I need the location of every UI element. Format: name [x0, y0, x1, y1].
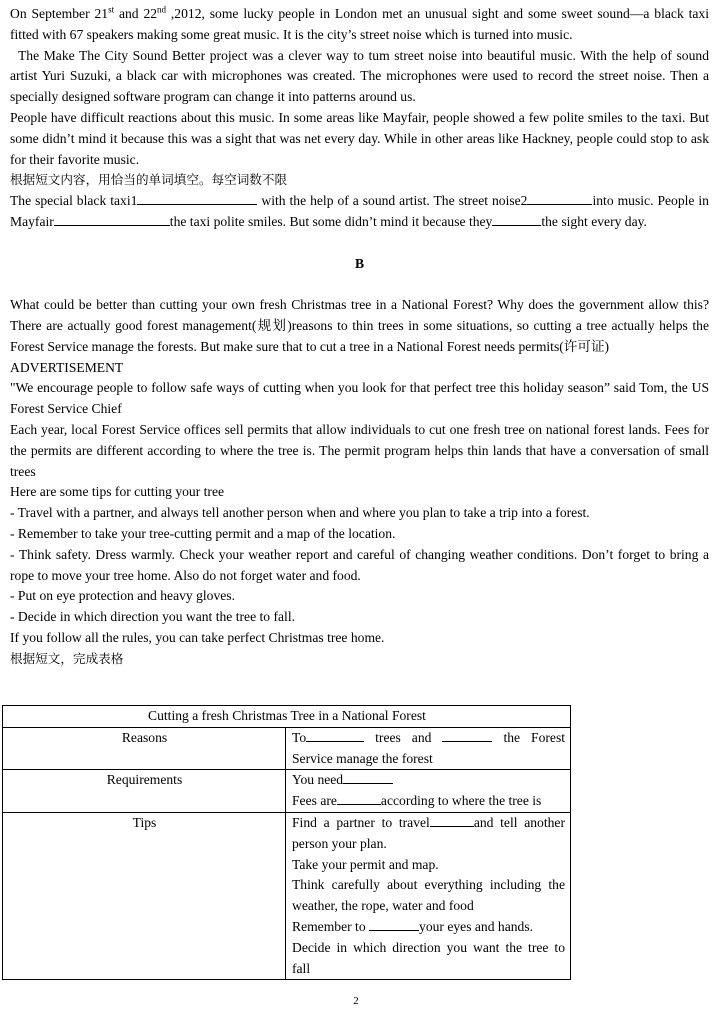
table-blank[interactable]: [306, 728, 364, 742]
table-blank[interactable]: [369, 917, 419, 931]
reasons-label: Reasons: [3, 727, 286, 770]
tip-item: - Decide in which direction you want the tree to fall.: [10, 609, 295, 625]
table-row-requirements: [3, 770, 571, 813]
tips-cell: Find a partner to travel and tell another person your plan. Take your permit and map. Think carefully about everything including the weather, the rope, water and food Remember to your eyes and hands. Decide in which direction you want the tree to fall: [286, 812, 571, 979]
fill-in-blank-exercise: The special black taxi1 with the help of a sound artist. The street noise2 into music. People in Mayfair the taxi polite smiles. But some didn’t mind it because they the sight every day.: [10, 193, 709, 229]
passage-a-paragraph-1: On September 21st and 22nd ,2012, some lucky people in London met an unusual sight and some sweet sound—a black taxi fitted with 67 speakers making some great music. It is the city’s street noise which is turned into music.: [10, 4, 709, 42]
requirements-cell: You need Fees are according to where the tree is: [286, 770, 571, 813]
answer-table: [2, 705, 571, 980]
passage-a-instruction: 根据短文内容，用恰当的单词填空。每空词数不限: [10, 172, 288, 188]
advertisement-label: ADVERTISEMENT: [10, 359, 124, 375]
passage-b-paragraph-1: What could be better than cutting your own fresh Christmas tree in a National Forest? Why does the government allow this? There are actually good forest management(规划)reasons to thin trees in some situations, so cutting a tree actually helps the Forest Service manage the forests. But make sure that to cut a tree in a National Forest needs permits(许可证): [10, 297, 709, 354]
blank-1[interactable]: [137, 191, 257, 205]
table-title-row: [3, 706, 571, 728]
table-row-reasons: [3, 727, 571, 770]
table-blank[interactable]: [430, 813, 474, 827]
tip-item: - Think safety. Dress warmly. Check your weather report and careful of changing weather conditions. Don’t forget to bring a rope to move your tree home. Also do not forget water and food.: [10, 546, 709, 583]
passage-b-instruction: 根据短文，完成表格: [10, 650, 124, 666]
passage-b-paragraph-3: Each year, local Forest Service offices sell permits that allow individuals to cut one fresh tree on national forest lands. Fees for the permits are different according to where the tree is. The permit program helps thin lands that have a conversation of small trees: [10, 421, 709, 479]
tips-label: Tips: [3, 812, 286, 979]
tip-item: - Travel with a partner, and always tell another person when and where you plan to take a trip into a forest.: [10, 505, 590, 521]
table-row-tips: [3, 812, 571, 979]
worksheet-page: [10, 4, 709, 670]
blank-2[interactable]: [527, 191, 592, 205]
table-title: Cutting a fresh Christmas Tree in a National Forest: [3, 706, 571, 728]
tip-item: - Remember to take your tree-cutting permit and a map of the location.: [10, 525, 396, 541]
table-blank[interactable]: [343, 770, 393, 784]
table-blank[interactable]: [442, 728, 492, 742]
requirements-label: Requirements: [3, 770, 286, 813]
blank-3[interactable]: [54, 212, 170, 226]
table-blank[interactable]: [337, 791, 381, 805]
passage-b-closing: If you follow all the rules, you can take perfect Christmas tree home.: [10, 629, 385, 645]
page-number: 2: [353, 995, 359, 1007]
reasons-cell: To trees and the Forest Service manage the forest: [286, 727, 571, 770]
passage-b-quote: "We encourage people to follow safe ways of cutting when you look for that perfect tree this holiday season” said Tom, the US Forest Service Chief: [10, 380, 709, 417]
tip-item: - Put on eye protection and heavy gloves.: [10, 588, 235, 604]
blank-4[interactable]: [492, 212, 541, 226]
tips-heading: Here are some tips for cutting your tree: [10, 484, 225, 500]
passage-a-paragraph-3: People have difficult reactions about this music. In some areas like Mayfair, people showed a few polite smiles to the taxi. But some didn’t mind it because this was a sight that was net every day. While in other areas like Hackney, people could stop to ask for their favorite music.: [10, 109, 709, 167]
section-b-heading: B: [354, 255, 365, 271]
passage-a-paragraph-2: The Make The City Sound Better project was a clever way to tum street noise into beautiful music. With the help of sound artist Yuri Suzuki, a black car with microphones was created. The microphones were used to record the street noise. Then a specially designed software program can change it into patterns around us.: [10, 47, 709, 105]
